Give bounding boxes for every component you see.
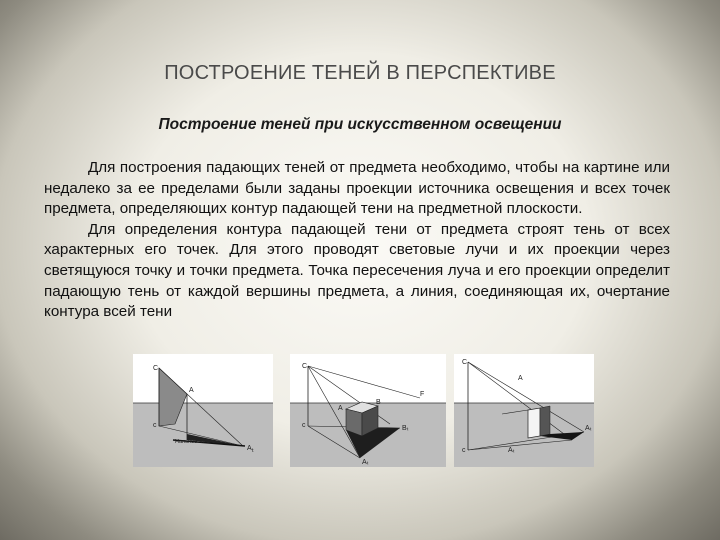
paragraph-1: Для построения падающих теней от предмета необходимо, чтобы на картине или недалеко за ее пределами были заданы проекции источника освещения и всех точек предмета, определяющих контур падающей тени на предметной плоскости. [44,159,670,218]
label-c: C [302,363,308,370]
sky-area [133,354,273,403]
slide-subtitle: Построение теней при искусственном освещении [158,116,562,133]
label-c: C [153,365,159,372]
label-at: A [247,445,252,452]
label-a: A [338,405,343,412]
panel [528,408,540,438]
label-f: F [420,391,425,398]
label-axis: Нальное=Нₜ [175,439,207,445]
label-at-sub: t [252,448,254,454]
figure-2-shadow-of-box [290,354,446,467]
label-bt: Bₜ [402,425,409,432]
label-c: C [462,359,468,366]
figure-3-shadow-of-panel [454,354,594,467]
paragraph-2: Для определения контура падающей тени от предмета строят тень от всех характерных его точек. Для этого проводят световые лучи и их проекции через светящуюся точку и точки предмета. Точка пересечения луча и его проекции определит падающую тень от каждой вершины предмета, а линия, соединяющая их, очертание контура всей тени [44,220,670,321]
label-a: A [189,387,194,394]
label-c-lower: c [462,447,466,454]
label-a: A [518,375,523,382]
figure-1-shadow-of-point [133,354,273,467]
figure-2-drawing [290,354,446,467]
body-text [44,158,670,323]
label-at: Aₜ [585,425,592,432]
figure-3-drawing [454,354,594,467]
ground-plane [133,403,273,467]
panel-side [540,406,550,436]
slide-title: ПОСТРОЕНИЕ ТЕНЕЙ В ПЕРСПЕКТИВЕ [164,62,556,84]
label-c-lower: c [302,422,306,429]
label-c-lower: c [153,422,157,429]
label-b: B [376,399,381,406]
label-at: Aₜ [362,459,369,466]
figure-1-drawing [133,354,273,467]
label-at-2: Aₜ [508,447,515,454]
